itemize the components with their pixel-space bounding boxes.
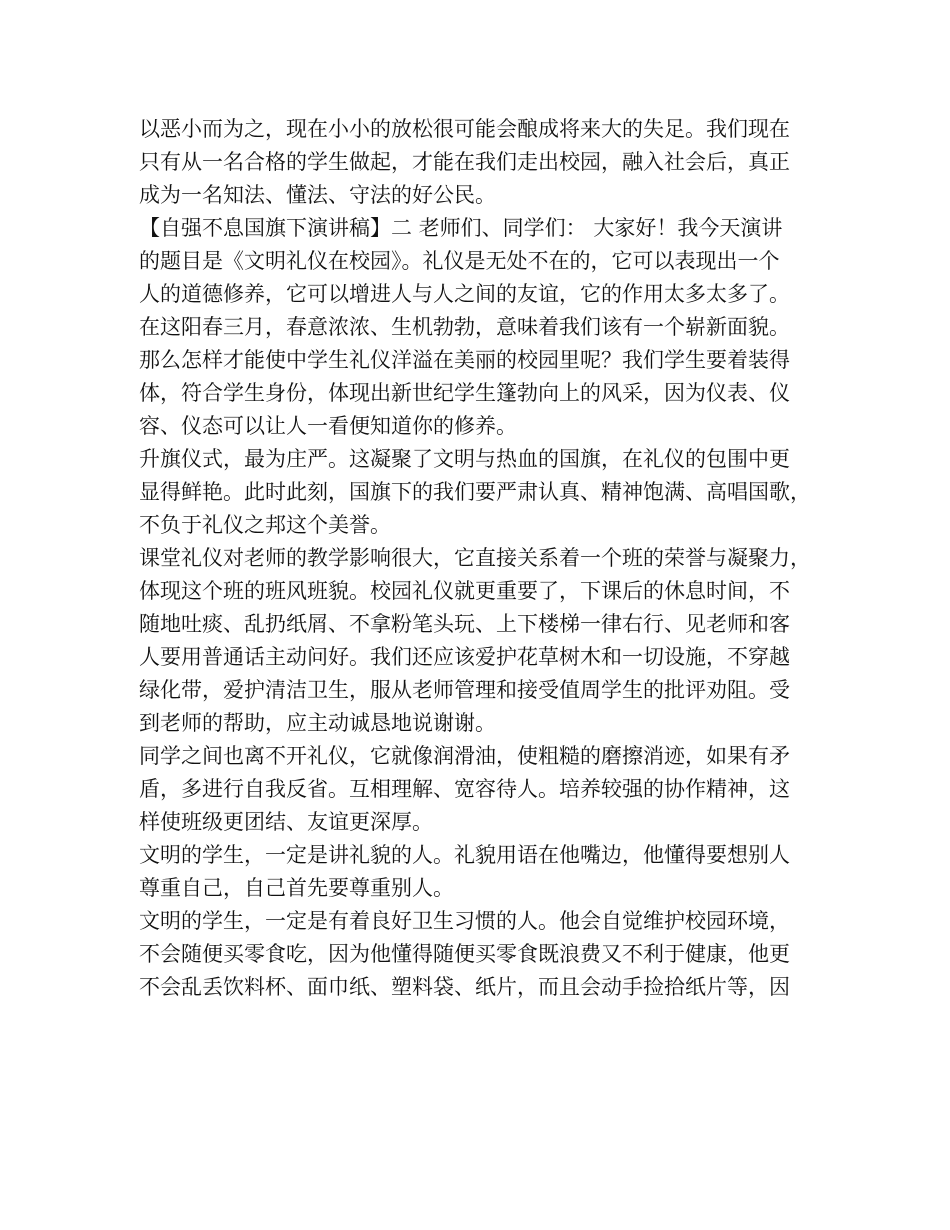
text-line: 尊重自己，自己首先要尊重别人。 [139, 876, 454, 900]
text-line: 的题目是《文明礼仪在校园》。礼仪是无处不在的，它可以表现出一个 [139, 249, 780, 273]
text-line: 绿化带，爱护清洁卫生，服从老师管理和接受值周学生的批评劝阻。受 [139, 678, 790, 702]
text-line: 人要用普通话主动问好。我们还应该爱护花草树木和一切设施，不穿越 [139, 645, 790, 669]
text-line: 到老师的帮助，应主动诚恳地说谢谢。 [139, 711, 496, 735]
text-line: 课堂礼仪对老师的教学影响很大，它直接关系着一个班的荣誉与凝聚力， [139, 546, 811, 570]
text-line: 文明的学生，一定是有着良好卫生习惯的人。他会自觉维护校园环境， [139, 909, 790, 933]
text-line: 样使班级更团结、友谊更深厚。 [139, 810, 433, 834]
text-line: 随地吐痰、乱扔纸屑、不拿粉笔头玩、上下楼梯一律右行、见老师和客 [139, 612, 790, 636]
text-line: 那么怎样才能使中学生礼仪洋溢在美丽的校园里呢？我们学生要着装得 [139, 348, 790, 372]
text-line: 只有从一名合格的学生做起，才能在我们走出校园，融入社会后，真正 [139, 150, 790, 174]
text-line: 同学之间也离不开礼仪，它就像润滑油，使粗糙的磨擦消迹，如果有矛 [139, 744, 790, 768]
text-line: 不会乱丢饮料杯、面巾纸、塑料袋、纸片，而且会动手捡拾纸片等，因 [139, 975, 790, 999]
text-line: 显得鲜艳。此时此刻，国旗下的我们要严肃认真、精神饱满、高唱国歌， [139, 480, 811, 504]
text-line: 体现这个班的班风班貌。校园礼仪就更重要了，下课后的休息时间，不 [139, 579, 790, 603]
text-line: 文明的学生，一定是讲礼貌的人。礼貌用语在他嘴边，他懂得要想别人 [139, 843, 790, 867]
text-line: 体，符合学生身份，体现出新世纪学生篷勃向上的风采，因为仪表、仪 [139, 381, 790, 405]
text-line: 不负于礼仪之邦这个美誉。 [139, 513, 391, 537]
text-line: 升旗仪式，最为庄严。这凝聚了文明与热血的国旗，在礼仪的包围中更 [139, 447, 790, 471]
text-line: 成为一名知法、懂法、守法的好公民。 [139, 183, 496, 207]
text-line: 人的道德修养，它可以增进人与人之间的友谊，它的作用太多太多了。 [139, 282, 790, 306]
text-line: 在这阳春三月，春意浓浓、生机勃勃，意味着我们该有一个崭新面貌。 [139, 315, 790, 339]
speech-body-text [139, 113, 829, 1004]
speech-title-line: 【自强不息国旗下演讲稿】二 老师们、同学们： 大家好！我今天演讲 [139, 216, 783, 240]
text-line: 容、仪态可以让人一看便知道你的修养。 [139, 414, 517, 438]
text-line: 以恶小而为之，现在小小的放松很可能会酿成将来大的失足。我们现在 [139, 117, 790, 141]
text-line: 不会随便买零食吃，因为他懂得随便买零食既浪费又不利于健康，他更 [139, 942, 790, 966]
text-line: 盾，多进行自我反省。互相理解、宽容待人。培养较强的协作精神，这 [139, 777, 790, 801]
